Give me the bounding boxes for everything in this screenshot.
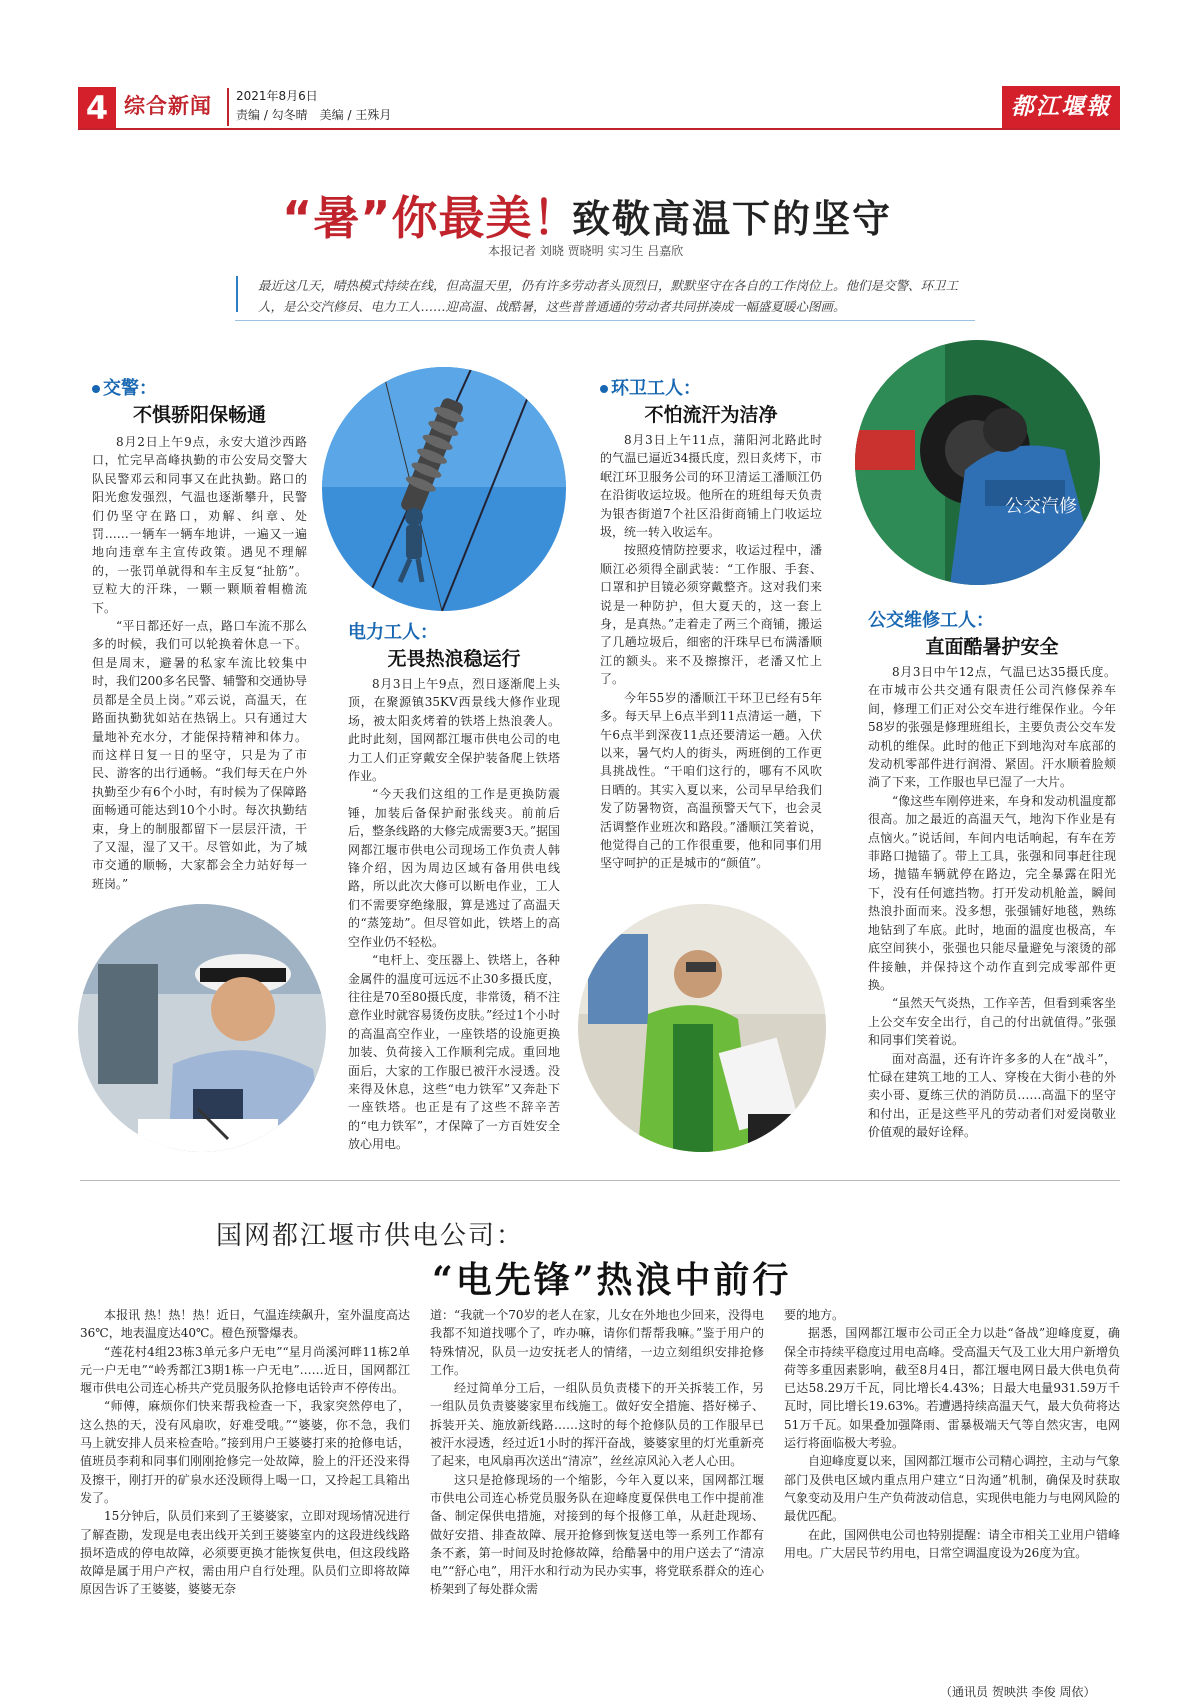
power-company-col2 <box>430 1306 764 1599</box>
bullet-dot-icon <box>92 385 100 393</box>
power-body <box>348 675 560 1154</box>
body-paragraph: 本报讯 热！热！热！近日，气温连续飙升，室外温度高达36℃，地表温度达40℃。橙色预警爆表。 <box>80 1308 410 1341</box>
traffic-body <box>92 433 307 893</box>
editor-credits: 责编 / 勾冬晴 美编 / 王殊月 <box>236 108 392 122</box>
feature-title-red: “暑”你最美！ <box>282 191 580 245</box>
masthead-divider <box>227 88 229 126</box>
sanitation-article <box>600 374 822 873</box>
power-paragraph: “电杆上、变压器上、铁塔上，各种金属件的温度可远远不止30多摄氏度，往往是70至80摄氏度，非常烫，稍不注意作业时就容易烫伤皮肤。”经过1个小时的高温高空作业，一座铁塔的设施更换加装、负荷接入工作顺利完成。重回地面后，大家的工作服已被汗水浸透。没来得及休息，这些“电力铁军”又奔赴下一座铁塔。也正是有了这些不辞辛苦的“电力铁军”，才保障了一方百姓安全放心用电。 <box>348 953 560 1152</box>
masthead-rule <box>78 128 1120 130</box>
feature-byline: 本报记者 刘晓 贾晓明 实习生 吕嘉欣 <box>488 244 684 258</box>
issue-date: 2021年8月6日 <box>236 89 318 103</box>
bus-paragraph: 面对高温，还有许许多多的人在“战斗”，忙碌在建筑工地的工人、穿梭在大街小巷的外卖小哥、夏练三伏的消防员……高温下的坚守和付出，正是这些平凡的劳动者们对爱岗敬业价值观的最好诠释。 <box>868 1051 1116 1140</box>
section-separator <box>80 1180 1120 1181</box>
traffic-paragraph: “平日都还好一点，路口车流不那么多的时候，我们可以轮换着休息一下。但是周末，避暑的私家车流比较集中时，我们200多名民警、辅警和交通协导员都是全员上岗。”邓云说，高温天，在路面执勤犹如站在热锅上。只有通过大量地补充水分，才能保持精神和体力。而这样日复一日的坚守，只是为了市民、游客的出行通畅。“我们每天在户外执勤至少有6个小时，有时候为了保障路面畅通可能达到10个小时。每次执勤结束，身上的制服都留下一层层汗渍，干了又湿，湿了又干。尽管如此，为了城市交通的顺畅，大家都会全力站好每一班岗。” <box>92 619 307 891</box>
power-kicker-text: 电力工人： <box>348 622 438 643</box>
sanitation-paragraph: 今年55岁的潘顺江干环卫已经有5年多。每天早上6点半到11点清运一趟，下午6点半到深夜11点还要清运一趟。入伏以来，暑气灼人的街头，两班倒的工作更具挑战性。“干咱们这行的，哪有不风吹日晒的。其实入夏以来，公司早早给我们发了防暑物资，高温预警天气下，也会灵活调整作业班次和路段。”潘顺江笑着说，他觉得自己的工作很重要，他和同事们用坚守呵护的正是城市的“颜值”。 <box>600 690 822 871</box>
feature-title-black: 致敬高温下的坚守 <box>572 196 893 241</box>
sanitation-paragraph: 8月3日上午11点，蒲阳河北路此时的气温已逼近34摄氏度，烈日炙烤下，市岷江环卫服务公司的环卫清运工潘顺江仍在沿街收运垃圾。他所在的班组每天负责为银杏街道7个社区沿街商铺上门收运垃圾，统一转入收运车。 <box>600 433 822 540</box>
bus-paragraph: “虽然天气炎热，工作辛苦，但看到乘客坐上公交车安全出行，自己的付出就值得。”张强和同事们笑着说。 <box>868 996 1116 1048</box>
bus-body <box>868 663 1116 1142</box>
sanitation-body <box>600 431 822 873</box>
sanitation-paragraph: 按照疫情防控要求，收运过程中，潘顺江必须得全副武装：“工作服、手套、口罩和护目镜必须穿戴整齐。这对我们来说是一种防护，但大夏天的，这一套上身，是真热。”走着走了两三个商铺，搬运了几趟垃圾后，细密的汗珠早已布满潘顺江的额头。来不及擦擦汗，老潘又忙上了。 <box>600 543 822 687</box>
traffic-subhead: 不惧骄阳保畅通 <box>132 404 266 426</box>
body-paragraph: 自迎峰度夏以来，国网都江堰市公司精心调控，主动与气象部门及供电区域内重点用户建立“日沟通”机制，确保及时获取气象变动及用户生产负荷波动信息，实现供电能力与电网风险的最优匹配。 <box>784 1454 1121 1524</box>
lead-accent <box>236 276 238 312</box>
masthead-info <box>236 87 391 125</box>
traffic-kicker-text: 交警： <box>103 378 157 399</box>
power-kicker <box>348 618 560 644</box>
photo-sanitation-worker <box>578 904 826 1152</box>
sanitation-kicker-text: 环卫工人： <box>611 378 701 399</box>
photo-power-worker <box>322 367 566 611</box>
section-name: 综合新闻 <box>124 94 212 118</box>
body-paragraph: “师傅，麻烦你们快来帮我检查一下，我家突然停电了，这么热的天，没有风扇吹，好难受哦。”“婆婆，你不急，我们马上就安排人员来检查哈。”接到用户王婆婆打来的抢修电话，值班员李莉和同事们刚刚抢修完一处故障，脸上的汗还没来得及擦干，刚打开的矿泉水还没顾得上喝一口，又拎起工具箱出发了。 <box>80 1399 410 1505</box>
body-paragraph: 这只是抢修现场的一个缩影，今年入夏以来，国网都江堰市供电公司连心桥党员服务队在迎峰度夏保供电工作中提前准备、制定保供电措施，对接到的每个报修工单，从赶赴现场、做好安措、排查故障、展开抢修到恢复送电等一系列工作都有条不紊，第一时间及时抢修故障，给酷暑中的用户送去了“清凉电”“舒心电”，用汗水和行动为民办实事，将党联系群众的连心桥架到了每处群众需 <box>430 1472 764 1597</box>
power-paragraph: “今天我们这组的工作是更换防震锤，加装后备保护耐张线夹。前前后后，整条线路的大修完成需要3天。”据国网都江堰市供电公司现场工作负责人韩锋介绍，因为周边区域有备用供电线路，所以此次大修可以断电作业，工人们不需要穿绝缘服，算是逃过了高温天的“蒸笼劫”。但尽管如此，铁塔上的高空作业仍不轻松。 <box>348 787 560 949</box>
bus-kicker <box>868 606 1116 632</box>
body-paragraph: 道：“我就一个70岁的老人在家，儿女在外地也少回来，没得电我都不知道找哪个了，咋办嘛，请你们帮帮我嘛。”鉴于用户的特殊情况，队员一边安抚老人的情绪，一边立刻组织安排抢修工作。 <box>430 1308 764 1377</box>
body-paragraph: 经过简单分工后，一组队员负责楼下的开关拆装工作，另一组队员负责婆婆家里布线施工。做好安全措施、搭好梯子、拆装开关、施放新线路……这时的每个抢修队员的工作服早已被汗水浸透，经过近1小时的挥汗奋战，婆婆家里的灯光重新亮了起来，电风扇再次送出“清凉”，丝丝凉风沁入老人心田。 <box>430 1381 764 1469</box>
photo-traffic-police <box>78 904 326 1152</box>
power-company-title: 国网都江堰市供电公司： <box>216 1221 525 1251</box>
body-paragraph: 15分钟后，队员们来到了王婆婆家，立即对现场情况进行了解查勘，发现是电表出线开关到王婆婆室内的这段进线线路损坏造成的停电故障，必须要更换才能恢复供电，但这段线路故障是属于用户产权，需由用户自行处理。队员们立即将故障原因告诉了王婆婆，婆婆无奈 <box>80 1509 410 1597</box>
photo-bus-mechanic <box>855 340 1100 585</box>
bus-kicker-text: 公交维修工人： <box>868 610 994 631</box>
traffic-article <box>92 374 307 893</box>
power-company-col1 <box>80 1306 410 1599</box>
lead-rule <box>235 320 975 321</box>
correspondent-credit: （通讯员 贺映洪 李俊 周依） <box>940 1685 1096 1699</box>
power-subhead: 无畏热浪稳运行 <box>387 648 521 670</box>
power-company-headline: “电先锋”热浪中前行 <box>432 1259 792 1301</box>
newspaper-logo: 都江堰報 <box>1002 86 1120 128</box>
photo-badge-text: 公交汽修 <box>1005 496 1077 517</box>
page-number: 4 <box>78 87 116 129</box>
traffic-paragraph: 8月2日上午9点，永安大道沙西路口，忙完早高峰执勤的市公安局交警大队民警邓云和同事又在此执勤。路口的阳光愈发强烈，气温也逐渐攀升，民警们仍坚守在路口，劝解、纠章、处罚……一辆车一辆车地讲，一遍又一遍地向违章车主宣传政策。遇见不理解的，一张罚单就得和车主反复“扯筋”。豆粒大的汗珠，一颗一颗顺着帽檐流下。 <box>92 435 307 615</box>
bus-article <box>868 606 1116 1142</box>
body-paragraph: “莲花村4组23栋3单元多户无电”“星月尚溪河畔11栋2单元一户无电”“岭秀都江3期1栋一户无电”……近日，国网都江堰市供电公司连心桥共产党员服务队抢修电话铃声不停传出。 <box>80 1344 410 1396</box>
power-company-col3 <box>784 1306 1120 1562</box>
traffic-kicker <box>92 374 307 400</box>
feature-lead: 最近这几天，晴热模式持续在线，但高温天里，仍有许多劳动者头顶烈日，默默坚守在各自的工作岗位上。他们是交警、环卫工人，是公交汽修员、电力工人……迎高温、战酷暑，这些普普通通的劳动者共同拼凑成一幅盛夏暖心图画。 <box>258 278 959 314</box>
body-paragraph: 在此，国网供电公司也特别提醒：请全市相关工业用户错峰用电。广大居民节约用电，日常空调温度设为26度为宜。 <box>784 1527 1121 1560</box>
sanitation-subhead: 不怕流汗为洁净 <box>644 404 778 426</box>
bullet-dot-icon <box>600 385 608 393</box>
body-paragraph: 要的地方。 <box>784 1308 845 1322</box>
bus-paragraph: 8月3日中午12点，气温已达35摄氏度。在市城市公共交通有限责任公司汽修保养车间，修理工们正对公交车进行维保作业。今年58岁的张强是修理班组长，主要负责公交车发动机的维保。此时的他正下到地沟对车底部的发动机零部件进行润滑、紧固。汗水顺着脸颊淌了下来，工作服也早已湿了一大片。 <box>868 665 1116 790</box>
power-paragraph: 8月3日上午9点，烈日逐渐爬上头顶，在聚源镇35KV西景线大修作业现场，被太阳炙烤着的铁塔上热浪袭人。此时此刻，国网都江堰市供电公司的电力工人们正穿戴安全保护装备爬上铁塔作业。 <box>348 677 560 784</box>
bus-subhead: 直面酷暑护安全 <box>925 636 1059 658</box>
power-article <box>348 618 560 1154</box>
body-paragraph: 据悉，国网都江堰市公司正全力以赴“备战”迎峰度夏，确保全市持续平稳度过用电高峰。受高温天气及工业大用户新增负荷等多重因素影响，截至8月4日，都江堰电网日最大供电负荷已达58.29万千瓦，同比增长4.43%；日最大电量931.59万千瓦时，同比增长19.63%。若遭遇持续高温天气，最大负荷将达51万千瓦。如果叠加强降雨、雷暴极端天气等自然灾害，电网运行将面临极大考验。 <box>784 1326 1121 1451</box>
bus-paragraph: “像这些车刚停进来，车身和发动机温度都很高。加之最近的高温天气，地沟下作业是有点恼火。”说话间，车间内电话响起，有车在芳菲路口抛锚了。带上工具，张强和同事赶往现场，抛锚车辆就停在路边，完全暴露在阳光下，没有任何遮挡物。打开发动机舱盖，瞬间热浪扑面而来。没多想，张强铺好地毯，熟练地钻到了车底。此时，地面的温度也极高，车底空间狭小，张强也只能尽量避免与滚烫的部件接触，并保持这个动作直到完成零部件更换。 <box>868 793 1116 992</box>
sanitation-kicker <box>600 374 822 400</box>
